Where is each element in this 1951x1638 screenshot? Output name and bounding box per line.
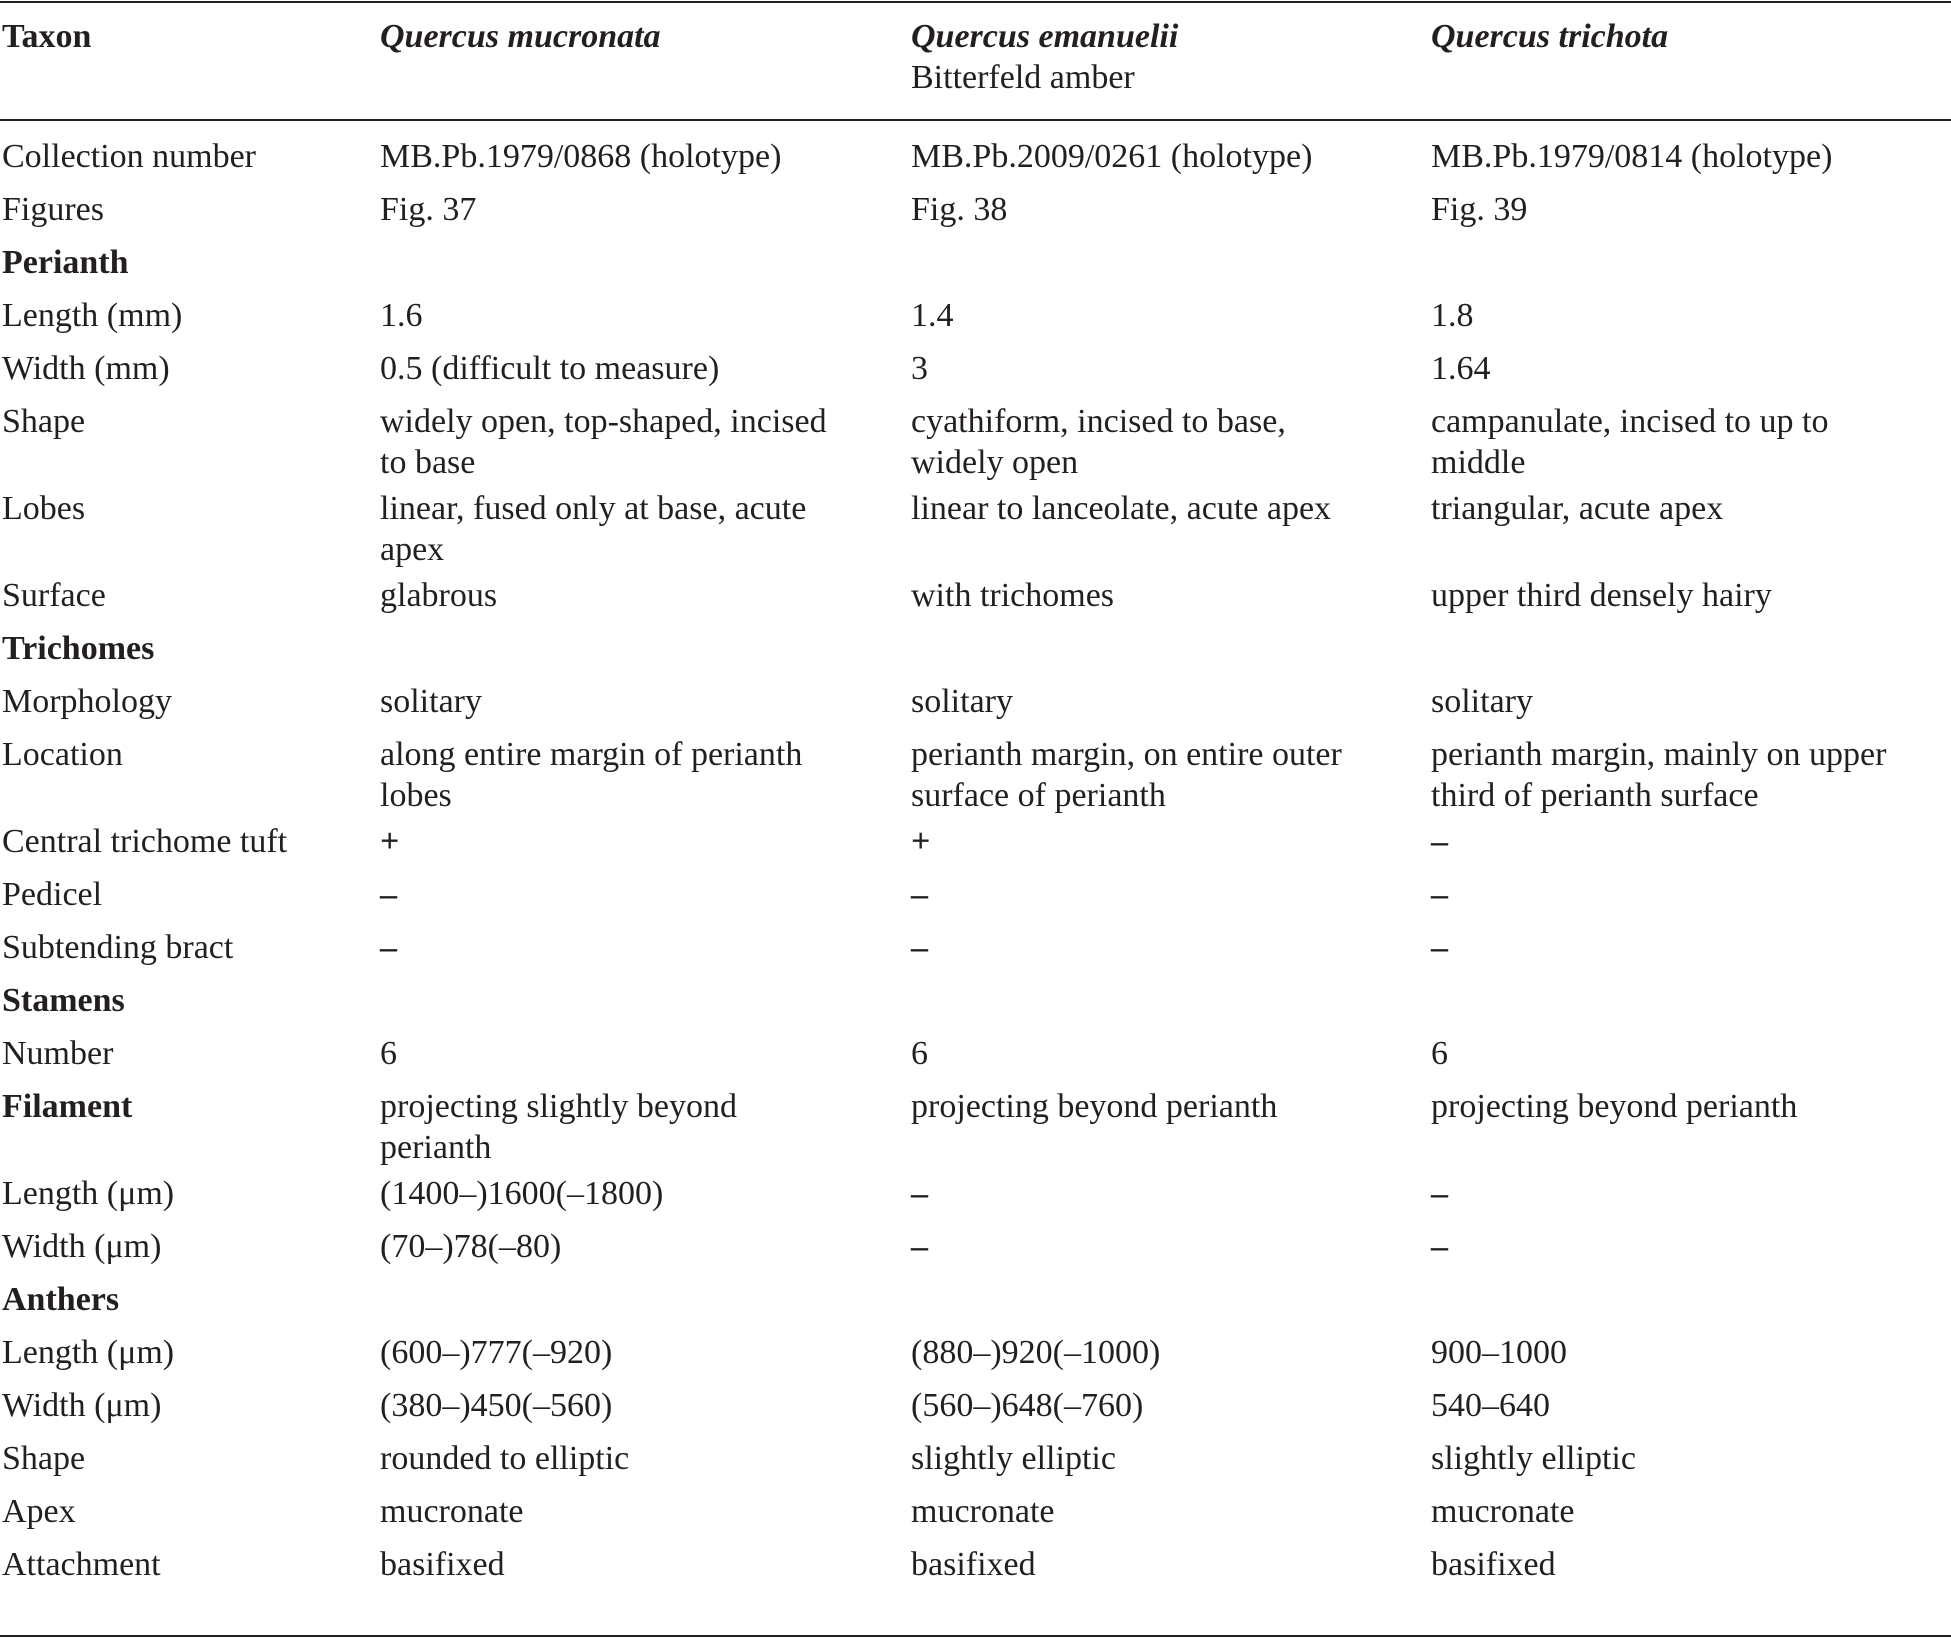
- cell-line: perianth margin, on entire outer: [911, 736, 1342, 773]
- cell-line: lobes: [380, 777, 452, 814]
- table-cell: MB.Pb.1979/0868 (holotype): [380, 138, 782, 175]
- table-cell: –: [380, 876, 397, 913]
- header-taxon-label: Taxon: [2, 18, 92, 55]
- header-taxon-2: [911, 16, 1178, 98]
- table-cell: (880–)920(–1000): [911, 1334, 1161, 1371]
- table-cell: 1.4: [911, 297, 954, 334]
- table-cell: basifixed: [380, 1546, 505, 1583]
- table-cell: [1431, 401, 1829, 483]
- table-cell: 6: [1431, 1035, 1448, 1072]
- cell-line: along entire margin of perianth: [380, 736, 803, 773]
- table-cell: basifixed: [1431, 1546, 1556, 1583]
- table-cell: –: [380, 929, 397, 966]
- table-cell: [911, 1086, 1277, 1127]
- cell-line: campanulate, incised to up to: [1431, 403, 1829, 440]
- cell-line: perianth: [380, 1129, 492, 1166]
- table-top-rule: [0, 1, 1951, 3]
- table-cell: 0.5 (difficult to measure): [380, 350, 720, 387]
- table-cell: slightly elliptic: [1431, 1440, 1636, 1477]
- table-cell: [380, 734, 802, 816]
- table-cell: mucronate: [911, 1493, 1055, 1530]
- table-cell: (380–)450(–560): [380, 1387, 613, 1424]
- table-cell: [911, 401, 1286, 483]
- table-cell: [911, 734, 1342, 816]
- header-taxon-1: [380, 16, 661, 57]
- table-cell: 900–1000: [1431, 1334, 1567, 1371]
- row-label: Width (μm): [2, 1228, 162, 1265]
- table-cell: with trichomes: [911, 577, 1115, 614]
- cell-line: linear to lanceolate, acute apex: [911, 490, 1332, 527]
- table-cell: [380, 1086, 737, 1168]
- row-label: Filament: [2, 1088, 133, 1125]
- row-label: Figures: [2, 191, 104, 228]
- table-header-rule: [0, 119, 1951, 121]
- table-cell: Fig. 38: [911, 191, 1008, 228]
- table-cell: upper third densely hairy: [1431, 577, 1772, 614]
- table-cell: [1431, 1086, 1797, 1127]
- row-label: Length (μm): [2, 1175, 175, 1212]
- section-heading: Anthers: [2, 1281, 120, 1318]
- table-cell: 1.64: [1431, 350, 1491, 387]
- cell-line: apex: [380, 531, 445, 568]
- table-cell: [911, 488, 1331, 529]
- table-cell: basifixed: [911, 1546, 1036, 1583]
- table-cell: mucronate: [380, 1493, 524, 1530]
- table-cell: Fig. 37: [380, 191, 477, 228]
- row-label: Subtending bract: [2, 929, 234, 966]
- table-cell: –: [911, 929, 928, 966]
- row-label: Width (μm): [2, 1387, 162, 1424]
- table-cell: –: [911, 876, 928, 913]
- taxon-name: Quercus emanuelii: [911, 18, 1179, 55]
- table-cell: 540–640: [1431, 1387, 1550, 1424]
- table-cell: –: [911, 1175, 928, 1212]
- row-label: Collection number: [2, 138, 257, 175]
- table-cell: [1431, 488, 1723, 529]
- cell-line: linear, fused only at base, acute: [380, 490, 807, 527]
- table-cell: 3: [911, 350, 928, 387]
- table-bottom-rule: [0, 1635, 1951, 1637]
- cell-line: projecting slightly beyond: [380, 1088, 737, 1125]
- row-label: Number: [2, 1035, 114, 1072]
- table-cell: (560–)648(–760): [911, 1387, 1144, 1424]
- row-label: Lobes: [2, 490, 86, 527]
- table-cell: –: [1431, 823, 1448, 860]
- cell-line: surface of perianth: [911, 777, 1166, 814]
- table-cell: –: [911, 1228, 928, 1265]
- section-heading: Stamens: [2, 982, 125, 1019]
- table-cell: [380, 488, 806, 570]
- section-heading: Perianth: [2, 244, 129, 281]
- table-cell: glabrous: [380, 577, 498, 614]
- row-label: Shape: [2, 403, 86, 440]
- row-label: Central trichome tuft: [2, 823, 288, 860]
- taxon-name: Quercus trichota: [1431, 18, 1669, 55]
- section-heading: Trichomes: [2, 630, 155, 667]
- row-label: Length (μm): [2, 1334, 175, 1371]
- row-label: Apex: [2, 1493, 76, 1530]
- table-cell: [380, 401, 827, 483]
- table-cell: –: [1431, 1228, 1448, 1265]
- table-cell: solitary: [1431, 683, 1533, 720]
- row-label: Shape: [2, 1440, 86, 1477]
- table-cell: –: [1431, 929, 1448, 966]
- row-label: Morphology: [2, 683, 172, 720]
- row-label: Width (mm): [2, 350, 170, 387]
- cell-line: to base: [380, 444, 476, 481]
- row-label: Surface: [2, 577, 106, 614]
- table-cell: +: [380, 823, 400, 860]
- cell-line: widely open: [911, 444, 1079, 481]
- cell-line: perianth margin, mainly on upper: [1431, 736, 1887, 773]
- table-cell: solitary: [380, 683, 482, 720]
- taxon-name: Quercus mucronata: [380, 18, 661, 55]
- table-cell: MB.Pb.1979/0814 (holotype): [1431, 138, 1833, 175]
- row-label: Pedicel: [2, 876, 103, 913]
- table-cell: –: [1431, 876, 1448, 913]
- row-label: Location: [2, 736, 123, 773]
- table-cell: +: [911, 823, 931, 860]
- cell-line: triangular, acute apex: [1431, 490, 1724, 527]
- cell-line: cyathiform, incised to base,: [911, 403, 1286, 440]
- cell-line: widely open, top-shaped, incised: [380, 403, 827, 440]
- table-cell: solitary: [911, 683, 1013, 720]
- cell-line: projecting beyond perianth: [911, 1088, 1278, 1125]
- table-cell: (1400–)1600(–1800): [380, 1175, 664, 1212]
- cell-line: third of perianth surface: [1431, 777, 1759, 814]
- table-cell: (70–)78(–80): [380, 1228, 562, 1265]
- table-cell: 1.6: [380, 297, 423, 334]
- table-cell: Fig. 39: [1431, 191, 1528, 228]
- table-cell: slightly elliptic: [911, 1440, 1116, 1477]
- table-cell: rounded to elliptic: [380, 1440, 630, 1477]
- taxon-source: Bitterfeld amber: [911, 59, 1135, 96]
- row-label: Attachment: [2, 1546, 161, 1583]
- table-cell: 6: [380, 1035, 397, 1072]
- table-cell: MB.Pb.2009/0261 (holotype): [911, 138, 1313, 175]
- table-cell: [1431, 734, 1886, 816]
- table-cell: –: [1431, 1175, 1448, 1212]
- table-cell: 1.8: [1431, 297, 1474, 334]
- cell-line: projecting beyond perianth: [1431, 1088, 1798, 1125]
- table-cell: 6: [911, 1035, 928, 1072]
- table-cell: (600–)777(–920): [380, 1334, 613, 1371]
- table-cell: mucronate: [1431, 1493, 1575, 1530]
- row-label: Length (mm): [2, 297, 183, 334]
- cell-line: middle: [1431, 444, 1526, 481]
- header-taxon-3: [1431, 16, 1668, 57]
